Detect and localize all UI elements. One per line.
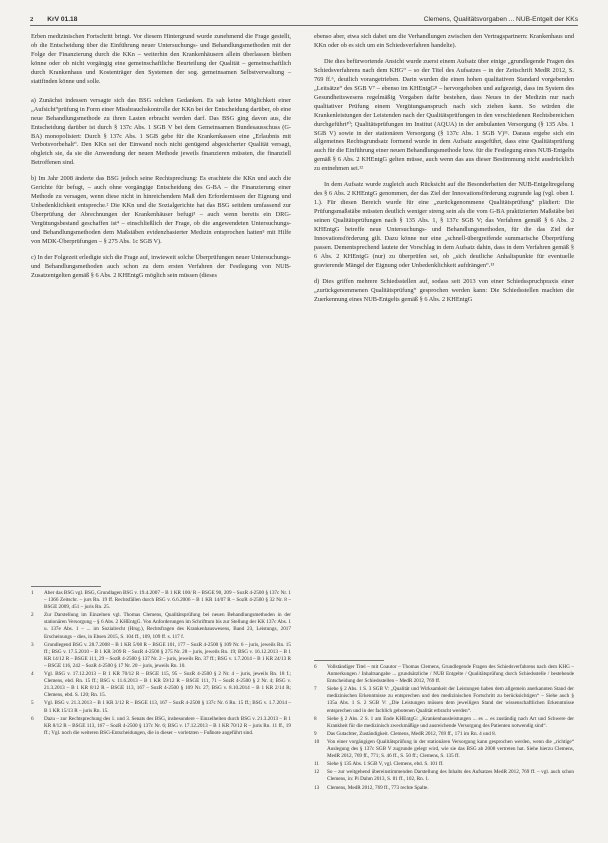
footnote-number: 12 [314,769,320,776]
right-paragraph: In dem Aufsatz wurde zugleich auch Rücksicht auf die Besonderheiten der NUB-Entgeltregelung des § 6 Abs. 2 KHEntgG genommen, der das Ziel der Innovationsförderung zugrunde lag (vgl. oben I. 1.). Für diesen Bereich wurde für eine „zurückgenommene Qualitätsprüfung“ plädiert: Die Prüfungsmaßstäbe müssten deutlich weniger streng sein als die vom G-BA praktizierten Maßstäbe bei seinen Qualitätsprüfungen nach § 135 Abs. 1, § 137c SGB V; das Verfahren gemäß § 6 Abs. 2 KHEntgG betreffe neue Untersuchungs- und Behandlungsmethoden, für die das Ziel der Innovationsförderung gilt. Dazu könne nur eine „schnell-übergreifende summarische Überprüfung passen. Dementsprechend lautete der Vorschlag in dem Aufsatz dahin, dass in dem Verfahren gemäß § 6 Abs. 2 KHEntgG (nur) zu überprüfen sei, ob „sich deutliche Anhaltspunkte für eventuelle gravierende Mängel der Eignung oder Unbedenklichkeit aufdrängen“.¹³ [314,181,574,269]
footnote-divider [31,586,101,587]
page-number: 2 [30,16,34,23]
footnote-number: 3 [31,641,34,648]
footnote-text: Zur Darstellung im Einzelnen vgl. Thomas Clemens, Qualitätsprüfung bei neuen Behandlungsmethoden in der stationären Versorgung – § 6 Abs. 2 KHEntgG. Von Anforderungen im Schrifttum bis zur Stellung der KK 137c Abs. 1 u. 137e Abs. 1 – ... im Sozialrecht (Hrsg.), Rechtsfragen des Krankenhauswesens, Band 23, Leistungs, 2017 Erscheinungs – dies, in Ebsen 2015, S. 104 ff., 109, 109 ff. s. 117 f. [44,612,291,640]
footnote [31,671,291,699]
footnote-number: 4 [31,671,34,678]
footnote-text: Vgl. BSG v. 21.3.2013 – B 1 KR 3/12 R – BSGE 113, 167 – SozR 4-2500 § 137c Nr. 6 Rn. 15 ff.; BSG v. 1.7.2014 – B 1 KR 15/13 R – juris Rn. 15. [44,700,291,714]
page-header [30,12,578,26]
footnote-text: Clemens, MedR 2012, 769 ff., 773 rechte Spalte. [327,784,429,791]
footnote-text: Das Gutachter, Zuständigkeit. Clemens, MedR 2012, 769 ff., 171 im Rn. 4 und 8. [327,730,496,737]
footnote-text: Von einer vorgängigen Qualitätsprüfung in der stationären Versorgung kann gesprochen werden, wenn die „richtige“ Auslegung des § 137c SGB V zugrunde gelegt wird, wie sie das BSG ab 2008 vertreten hat. Siehe hierzu Clemens, MedR 2012, 769 ff., 771; S. 46 ff., S. 50 ff.; Clemens, S. 135 ff. [327,738,574,760]
footnote-number: 2 [31,612,34,619]
footnote [314,761,574,768]
footnote [314,739,574,760]
footnote [314,769,574,783]
footnote [314,664,574,685]
running-title: Clemens, Qualitätsvorgaben ... NUB-Entgelt der KKs [423,16,578,23]
footnote-text: Grundlegend BSG v. 28.7.2008 – B 1 KR 5/08 R – BSGE 101, 177 – SozR 4-2500 § 109 Nr. 6 – juris, jeweils Rn. 15 ff.; BSG v. 17.5.2010 – B 1 KR 3/09 R – SozR 4-2500 § 275 Nr. 28 – juris, jeweils Rn. 19; BSG v. 16.12.2013 – B 1 KR 14/12 R – BSGE 111, 29 – SozR 4-2500 § 137 Nr. 2 – juris, jeweils Rn. 37 ff.; BSG v. 1.7.2014 – B 1 KR 24/13 R – BSGE 116, 242 – SozR 4-2500 § 17 Nr. 20 – juris, jeweils Rn. 10. [44,641,291,669]
footnote [314,785,574,792]
footnote-number: 5 [31,700,34,707]
footnote-number: 13 [314,784,320,791]
footnote-text: Aber das BSG vgl. BSG, Grundlagen BSG v. 19.4.2007 – B 1 KR 100/ R – BSGE 90, 209 – SozR 4-2500 § 137c Nr. 1 – 1366 Zeitschr. – jurs Rn. 19 ff. Rechtsfällen durch BSG v. 6.6.2006 – B 1 KR 14/07 R – SozR 4-2500 § 32 Nr. 8 – BSGE 2009, 451 – juris Rn. 25. [44,590,291,611]
footnote [314,716,574,730]
left-footnotes [31,582,291,738]
footnote-text: Siehe § 2 Abs. 1 S. 3 SGB V: „Qualität und Wirksamkeit der Leistungen haben dem allgemein anerkannten Stand der medizinischen Erkenntnisse zu entsprechen und den medizinischen Fortschritt zu berücksichtigen“ – Siehe auch § 135a Abs. 1 S. 2 SGB V: „Die Leistungen müssen dem jeweiligen Stand der wissenschaftlichen Erkenntnisse entsprechen und in der fachlich gebotenen Qualität erbracht werden“. [327,686,574,714]
footnote-number: 1 [31,590,34,596]
footnote-number: 10 [314,738,320,745]
left-paragraph: a) Zunächst indessen versagte sich das BSG solchen Gedanken. Es sah keine Möglichkeit einer „Aufsicht“prüfung in Form einer Missbrauchskontrolle der KKn bei der Entscheidung darüber, ob eine neue Behandlungsmethode zu ihren Lasten erbracht werden darf. Das BSG ging davon aus, die Entscheidung darüber ist durch § 137c Abs. 1 SGB V bei dem Gemeinsamen Bundesausschuss (G-BA) monopolisiert: Durch § 137c Abs. 1 SGB gebe für die Krankenkassen eine „Erlaubnis mit Verbotsvorbehalt“. Den KKn sei der Einwand noch nicht genügend abgesicherter Qualität versagt, obgleich sie, da sie die Anwendung der neuen Methode jeweils finanzieren müssten, die finanziell Betroffenen sind. [31,96,291,167]
right-column [314,33,574,312]
footnote-number: 7 [314,686,317,693]
left-paragraph: b) Im Jahr 2008 änderte das BSG jedoch seine Rechtsprechung: Es erachtete die KKn und auch die Gerichte für befugt, – auch ohne vorgängige Entscheidung des G-BA – die Finanzierung einer Methode zu versagen, wenn diese nicht in hinreichendem Maß den Erfordernissen der Eignung und Unbedenklichkeit entspreche.² Die KKn und die Sozialgerichte hat das BSG seitdem umfassend zur Überprüfung der Abrechnungen der Krankenhäuser befugt³ – auch wenn bereits ein DRG-Vergütungsbestand geschaffen ist⁴ – einschließlich der Frage, ob die angewendeten Untersuchungs- und Behandlungsmethoden dem Maßstäben evidenzbasierter Medizin entsprochen hatten⁵ mit Hilfe von MDK-Überprüfungen – § 275 Abs. 1c SGB V). [31,175,291,246]
left-paragraph: c) In der Folgezeit erledigte sich die Frage auf, inwieweit solche Überprüfungen neuer Untersuchungs- und Behandlungsmethoden auch schon zu dem ersten Verfahren der Festlegung von NUB-Zusatzentgelten gemäß § 6 Abs. 2 KHEntgG möglich sein müssen (dieses [31,253,291,279]
footnote-text: Vollständiger Titel – mit Coautor – Thomas Clemens, Grundlegende Fragen des Schiedsverfahrens nach dem KHG – Anmerkungen / Inhaltsangabe ... grundsätzliche / NUB Entgelte / Qualitätsprüfung durch Schiedsstelle / bestehende Entscheidung der Schiedsstellen – MedR 2012, 769 ff. [327,664,574,685]
footnote [31,642,291,670]
footnote-number: 6 [31,715,34,722]
footnote-text: Siehe § 135 Abs. 1 SGB V, vgl. Clemens, ebd. S. 101 ff. [327,761,444,768]
footnote-text: Vgl. BSG v. 17.12.2013 – B 1 KR 70/12 R – BSGE 115, 95 – SozR 4-2500 § 2 Nr. 4 – juris, jeweils Rn. 18 f.; Clemens, ebd. Rn. 15 ff.; BSG v. 11.6.2013 – B 1 KR 59/12 R – BSGE 111, 71 – SozR 4-2500 § 2 Nr. 4; BSG v. 21.3.2013 – B 1 KR 8/12 R – BSGE 113, 167 – SozR 4-2500 § 109 Nr. 27; BSG v. 8.10.2014 – B 1 KR 2/14 R; Clemens, ebd. S. 120; Rn. 15. [44,671,291,699]
footnote-number: 8 [314,715,317,722]
left-column [31,33,291,288]
right-paragraph: ebenso aber, etwa sich dabei um die Verhandlungen zwischen den Vertragspartnern: Krankenhaus und KKn oder ob es sich um ein Schiedsverfahren handelte). [314,33,574,49]
footnote [31,612,291,640]
right-paragraph: Die dies befürwortende Ansicht wurde zuerst einem Aufsatz über einige „grundlegende Fragen des Schiedsverfahrens nach dem KHG“ – so der Titel des Aufsatzes – in der Zeitschrift MedR 2012, S. 769 ff.⁶, deutlich vorangetrieben. Darin wurden die einen hohen qualitativen Standard vorgebenden „Leitsätze“ des SGB V⁷ – ebenso im KHEntgG⁸ – hervorgehoben und aufgezeigt, dass im System des Gesundheitswesens regelmäßig Vorgaben dafür bestehen, dass Neues in der Medizin nur nach qualitativer Prüfung einem Vergütungsanspruch nach sich ziehen kann. So würden die Krankenleistungen der Leistenden nach der Qualitätsprüfungen in den verschiedenen Rechtsbereichen durchgeführt¹⁰; Qualitätsprüfungen im Institut (AQUA) in der ambulanten Versorgung (§ 135 Abs. 1 SGB V) sowie in der stationären Versorgung (§ 137c Abs. 1 SGB V)¹¹. Daraus ergebe sich ein allgemeines Rechtsgrundsatz formend wurde in dem Aufsatz ausgeführt, dass eine Qualitätsprüfung auch für die Einführung einer neuen Behandlungsmethode bzw. für die Festlegung eines NUB-Entgelts gemäß § 6 Abs. 2 KHEntgG gelten müsse, auch wenn das aus dieser Bestimmung nicht ausdrücklich zu entnehmen sei.¹² [314,57,574,173]
footnote [31,700,291,714]
footnote-number: 11 [314,761,319,768]
right-paragraph: d) Dies griffen mehrere Schiedsstellen auf, sodass seit 2013 von einer Schiedsspruchpraxis einer „zurückgenommenen Qualitätsprüfung“ gesprochen werden kann: Die Schiedsstellen machten die Zuerkennung eines NUB-Entgelts gemäß § 6 Abs. 2 KHEntgG [314,277,574,303]
footnote-divider [314,660,384,661]
footnote [31,716,291,737]
footnote [314,686,574,714]
footnote-text: Dazu – zur Rechtsprechung des 1. und 3. Senats des BSG, insbesondere – Einzelheiten durch BSG v. 21.3.2013 – B 1 KR 8/12 R – BSGE 113, 167 – SozR 4-2500 § 137c Nr. 6; BSG v. 17.12.2013 – B 1 KR 70/12 R – juris Rn. 11 ff., 19 ff.; Vgl. noch die weiteren BSG-Entscheidungen, die in dieser – vorletzten – Fußnote angeführt sind. [44,715,291,736]
left-paragraph: Erben medizinischen Fortschritt bringt. Vor diesem Hintergrund wurde zunehmend die Frage gestellt, ob die Entscheidung über die Einführung neuer Untersuchungs- und Behandlungsmethoden mit der Folge der Finanzierung durch die KKn – weiterhin den Krankenhäusern allein überlassen bleiben könne oder ob nicht vorgängig eine gemeinschaftliche Beurteilung der Qualität – gemeinschaftlich durch Krankenhaus und Kostenträger den Systemen der sog. gemeinsamen Selbstverwaltung – stattfinden könne und solle. [31,33,291,85]
right-footnotes [314,656,574,793]
footnote-number: 6 [314,664,317,670]
header-left [30,16,77,23]
journal-name: KrV 01.18 [47,16,78,23]
footnote [314,731,574,738]
footnote [31,590,291,611]
footnote-text: Siehe § 2 Abs. 2 S. 1 am Ende KHEntgG: „Krankenhausleistungen ... es ... es zuständig nach Art und Schwere der Krankheit für die medizinisch zweckmäßige und ausreichende Versorgung des Patienten notwendig sind“. [327,715,574,729]
footnote-number: 9 [314,730,317,737]
footnote-text: So – zur weitgehend übereinstimmenden Darstellung des Inhalts des Aufsatzes MedR 2012, 769 ff. – vgl. auch schon Clemens, in: Pi Dahm 2013, S. 81 ff., 102, Rn. 1. [327,769,574,783]
